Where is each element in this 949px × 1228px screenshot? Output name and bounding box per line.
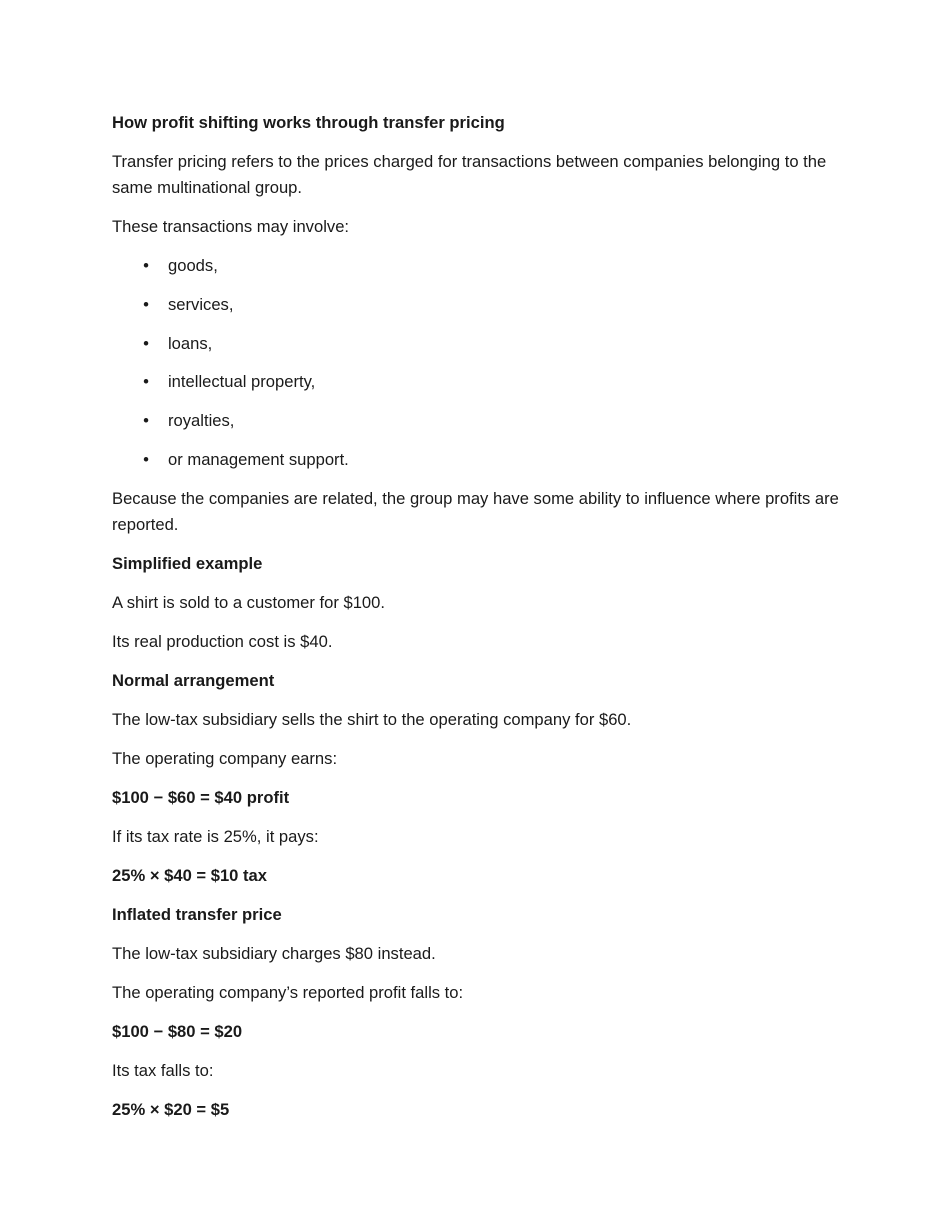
list-item bbox=[112, 408, 842, 434]
normal-arrangement-heading: Normal arrangement bbox=[112, 670, 275, 690]
inflated-price-heading: Inflated transfer price bbox=[112, 904, 282, 924]
inflated-profit-falls-line: The operating company’s reported profit falls to: bbox=[112, 982, 464, 1002]
list-item-text: services, bbox=[168, 294, 234, 314]
bullet-icon: • bbox=[143, 372, 149, 392]
list-item bbox=[112, 253, 842, 279]
list-item bbox=[112, 447, 842, 473]
inflated-tax-calculation: 25% × $20 = $5 bbox=[112, 1099, 230, 1119]
normal-profit-calculation: $100 − $60 = $40 profit bbox=[112, 787, 290, 807]
normal-tax-calculation: 25% × $40 = $10 tax bbox=[112, 865, 267, 885]
example-cost-line: Its real production cost is $40. bbox=[112, 631, 333, 651]
example-sale-line: A shirt is sold to a customer for $100. bbox=[112, 592, 386, 612]
bullet-icon: • bbox=[143, 256, 149, 275]
bullet-icon: • bbox=[143, 411, 149, 431]
example-heading: Simplified example bbox=[112, 553, 263, 573]
intro-paragraph: Transfer pricing refers to the prices charged for transactions between companies belonging to the same multinational group. bbox=[112, 152, 827, 197]
inflated-tax-falls-line: Its tax falls to: bbox=[112, 1060, 214, 1080]
bullet-icon: • bbox=[143, 333, 149, 353]
list-item bbox=[112, 369, 842, 395]
document-body bbox=[112, 110, 842, 1136]
transaction-types-list bbox=[112, 253, 842, 473]
normal-earns-line: The operating company earns: bbox=[112, 748, 338, 768]
list-item bbox=[112, 292, 842, 318]
list-item-text: loans, bbox=[168, 333, 213, 353]
section-heading: How profit shifting works through transfer pricing bbox=[112, 113, 505, 132]
normal-tax-rate-line: If its tax rate is 25%, it pays: bbox=[112, 826, 319, 846]
list-item-text: or management support. bbox=[168, 449, 349, 469]
normal-sale-line: The low-tax subsidiary sells the shirt to the operating company for $60. bbox=[112, 709, 632, 729]
bullet-icon: • bbox=[143, 449, 149, 469]
list-item-text: intellectual property, bbox=[168, 372, 316, 392]
list-item-text: royalties, bbox=[168, 411, 235, 431]
inflated-profit-calculation: $100 − $80 = $20 bbox=[112, 1021, 243, 1041]
inflated-charge-line: The low-tax subsidiary charges $80 instead. bbox=[112, 943, 436, 963]
list-intro: These transactions may involve: bbox=[112, 217, 350, 236]
bullet-icon: • bbox=[143, 294, 149, 314]
list-item-text: goods, bbox=[168, 256, 218, 275]
list-item bbox=[112, 331, 842, 357]
related-companies-note: Because the companies are related, the group may have some ability to influence where profits are reported. bbox=[112, 488, 839, 534]
